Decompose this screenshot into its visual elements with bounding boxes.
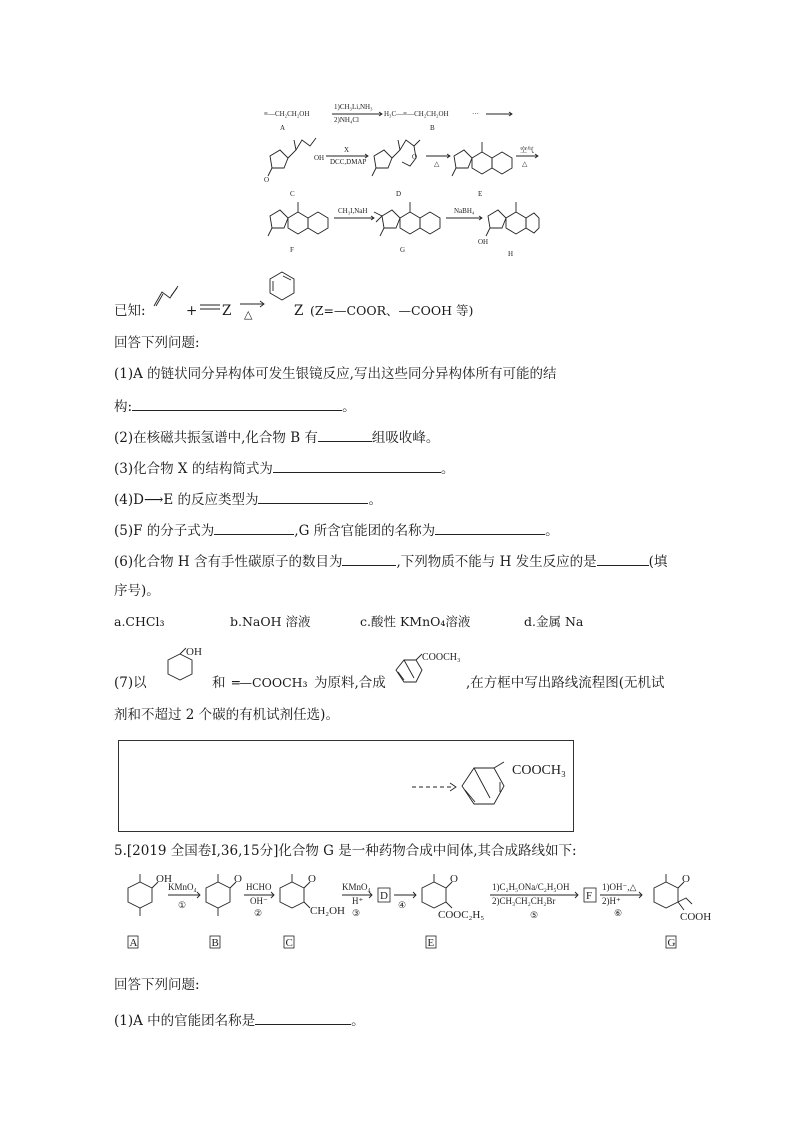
- known-z-reactant: Z: [222, 303, 232, 319]
- q5-group-blank[interactable]: [435, 520, 545, 535]
- answer-prompt: 回答下列问题:: [114, 335, 200, 351]
- q1-answer-blank[interactable]: [132, 396, 342, 411]
- alkene-z-structure: [198, 300, 222, 314]
- step5-number: ⑤: [530, 910, 539, 920]
- p5-q1-line: [114, 1010, 365, 1030]
- q7-ester: ═—COOCH₃: [232, 675, 308, 690]
- known-plus: +: [186, 303, 198, 319]
- p5-q1-answer-blank[interactable]: [255, 1010, 351, 1025]
- compound-b-formula: H₃C—≡—CH₂CH₂OH: [384, 110, 449, 118]
- ring-h1: [488, 210, 506, 228]
- arrow-air: 空气: [520, 146, 534, 154]
- row1-reagent-1: 1)CH₃Li,NH₃: [334, 103, 373, 111]
- ring-c5: [280, 882, 304, 908]
- answer-box-arrow: [410, 780, 460, 794]
- ring-e1: [454, 150, 472, 168]
- arrow-delta-e: △: [522, 160, 528, 168]
- q1-line2: [114, 396, 356, 416]
- row1-reagent-2: 2)NH₄Cl: [334, 116, 359, 124]
- q2-suffix: 组吸收峰。: [371, 430, 440, 446]
- d-o: O: [412, 153, 418, 161]
- known-delta: △: [244, 308, 253, 321]
- option-d: d.金属 Na: [524, 614, 584, 629]
- ring-g3: [420, 212, 440, 234]
- g-o5: O: [682, 873, 690, 885]
- step3-bottom: H⁺: [352, 896, 364, 906]
- q4-line: [114, 489, 382, 509]
- ring-c: [270, 150, 288, 168]
- compound-a-formula: ≡—CH₂CH₂OH: [264, 110, 310, 118]
- q6-choice-blank[interactable]: [597, 551, 649, 566]
- problem5-title: 5.[2019 全国卷Ⅰ,36,15分]化合物 G 是一种药物合成中间体,其合成路线如下:: [114, 843, 577, 859]
- q7-mid: 为原料,合成: [314, 675, 386, 691]
- p5-label-c: C: [285, 937, 293, 949]
- step4-number: ④: [398, 900, 407, 910]
- target-small-group: COOCH₃: [422, 652, 461, 663]
- p5-label-d: D: [380, 890, 388, 902]
- b-o: O: [234, 873, 242, 885]
- q6-line2: 序号)。: [114, 583, 160, 599]
- option-a: a.CHCl₃: [114, 614, 165, 629]
- option-c: c.酸性 KMnO₄溶液: [360, 614, 471, 629]
- q6-fill: (填: [648, 554, 668, 570]
- known-note: (Z=—COOR、—COOH 等): [310, 303, 474, 318]
- problem5-scheme: [114, 868, 718, 958]
- step2-bottom: OH⁻: [250, 896, 268, 906]
- c-oh: OH: [314, 154, 325, 162]
- synthesis-scheme-top: [250, 96, 540, 266]
- bicyclic-target-small: [392, 650, 464, 692]
- p5-label-b: B: [211, 937, 219, 949]
- p5-q1-end: 。: [351, 1013, 365, 1029]
- q3-line: [114, 458, 454, 478]
- ring-d: [374, 150, 392, 168]
- q7-line2: 剂和不超过 2 个碳的有机试剂任选)。: [114, 707, 339, 723]
- q4-answer-blank[interactable]: [258, 489, 368, 504]
- label-e: E: [478, 190, 483, 198]
- step3-top: KMnO₄: [342, 882, 371, 892]
- p5-label-e: E: [427, 937, 435, 949]
- q6-mid: ,下列物质不能与 H 发生反应的是: [396, 554, 597, 570]
- ring-h2: [506, 212, 526, 234]
- ring-h3: [526, 213, 539, 233]
- q1-prefix: 构:: [114, 399, 133, 415]
- ring-e2: [472, 152, 492, 174]
- q5-prefix: (5)F 的分子式为: [114, 523, 215, 539]
- p5-label-a: A: [129, 937, 138, 949]
- step2-number: ②: [254, 908, 263, 918]
- ring-f2: [288, 212, 308, 234]
- q5-formula-blank[interactable]: [214, 520, 294, 535]
- option-b: b.NaOH 溶液: [230, 614, 311, 629]
- label-g: G: [400, 246, 406, 254]
- box-product-group: COOCH₃: [512, 763, 566, 778]
- ring-e5: [422, 882, 446, 908]
- q5-line: [114, 520, 559, 540]
- q1-end: 。: [342, 399, 356, 415]
- step3-number: ③: [352, 908, 361, 918]
- step1-reagent: KMnO₄: [168, 882, 197, 892]
- step6-number: ⑥: [614, 908, 623, 918]
- q4-mid: E 的反应类型为: [163, 492, 259, 508]
- step5-top: 1)C₂H₅ONa/C₂H₅OH: [492, 882, 570, 892]
- ring-f3: [308, 212, 328, 234]
- p5-answer-prompt: 回答下列问题:: [114, 977, 200, 993]
- q1-text: (1)A 的链状同分异构体可发生银镜反应,写出这些同分异构体所有可能的结: [114, 366, 557, 382]
- known-z-product: Z: [294, 303, 304, 319]
- q3-prefix: (3)化合物 X 的结构简式为: [114, 461, 273, 477]
- g-cooh: COOH: [680, 911, 712, 923]
- ring-g1: [382, 210, 400, 228]
- q4-prefix: (4)D: [114, 492, 144, 508]
- bicyclic-target-large: [456, 752, 572, 820]
- reagent-x: X: [344, 146, 350, 154]
- cyclohexadiene-product: [268, 270, 298, 306]
- step1-number: ①: [178, 900, 187, 910]
- p5-label-g: G: [667, 937, 676, 949]
- step5-bottom: 2)CH₃CH₂CH₂Br: [492, 896, 556, 906]
- q4-end: 。: [368, 492, 382, 508]
- q6-prefix: (6)化合物 H 含有手性碳原子的数目为: [114, 554, 343, 570]
- label-a: A: [280, 124, 286, 132]
- label-f: F: [290, 246, 294, 254]
- label-d: D: [396, 190, 402, 198]
- q7-suffix: ,在方框中写出路线流程图(无机试: [466, 675, 665, 691]
- e-cooc2h5: COOC₂H₅: [438, 909, 485, 921]
- q2-answer-blank[interactable]: [318, 427, 372, 442]
- q4-arrow-icon: ⟶: [143, 492, 164, 508]
- step6-bottom: 2)H⁺: [602, 896, 621, 906]
- q6-line: [114, 551, 667, 571]
- label-b: B: [430, 124, 435, 132]
- q5-mid: ,G 所含官能团的名称为: [294, 523, 436, 539]
- ring-g2: [400, 212, 420, 234]
- row1-dots: ···: [472, 110, 479, 118]
- e-o5: O: [450, 873, 458, 885]
- q3-end: 。: [440, 461, 455, 477]
- reagent-ch3i: CH₃I,NaH: [338, 207, 368, 215]
- c-o5: O: [308, 873, 316, 885]
- reagent-nabh4: NaBH₄: [454, 207, 475, 215]
- arrow-delta-d: △: [434, 160, 440, 168]
- q2-prefix: (2)在核磁共振氢谱中,化合物 B 有: [114, 430, 318, 446]
- ring-a: [128, 882, 152, 908]
- ring-b: [206, 882, 230, 908]
- h-oh: OH: [478, 238, 489, 246]
- known-reaction-line: [114, 302, 146, 320]
- step6-top: 1)OH⁻,△: [602, 882, 637, 892]
- cyclohexanol-oh: OH: [186, 646, 202, 658]
- q6-chiral-blank[interactable]: [342, 551, 396, 566]
- q7-and: 和: [212, 675, 226, 691]
- ring-g5: [654, 882, 678, 908]
- ring-e3: [492, 152, 512, 174]
- c-ch2oh: CH₂OH: [310, 905, 346, 917]
- label-c: C: [290, 190, 295, 198]
- c-o: O: [264, 176, 270, 184]
- diene-structure: [152, 284, 186, 312]
- q2-line: [114, 427, 439, 447]
- q3-answer-blank[interactable]: [273, 458, 441, 473]
- q5-end: 。: [545, 523, 559, 539]
- reagent-dcc: DCC,DMAP: [330, 158, 367, 166]
- q7-prefix: (7)以: [114, 675, 147, 691]
- a-oh: OH: [156, 873, 172, 885]
- known-prefix: 已知:: [114, 303, 146, 319]
- p5-label-f: F: [586, 890, 593, 902]
- cyclohexanol-structure: [150, 644, 200, 694]
- p5-q1-prefix: (1)A 中的官能团名称是: [114, 1013, 256, 1029]
- ring-f1: [270, 210, 288, 228]
- label-h: H: [508, 250, 514, 258]
- step2-top: HCHO: [246, 882, 272, 892]
